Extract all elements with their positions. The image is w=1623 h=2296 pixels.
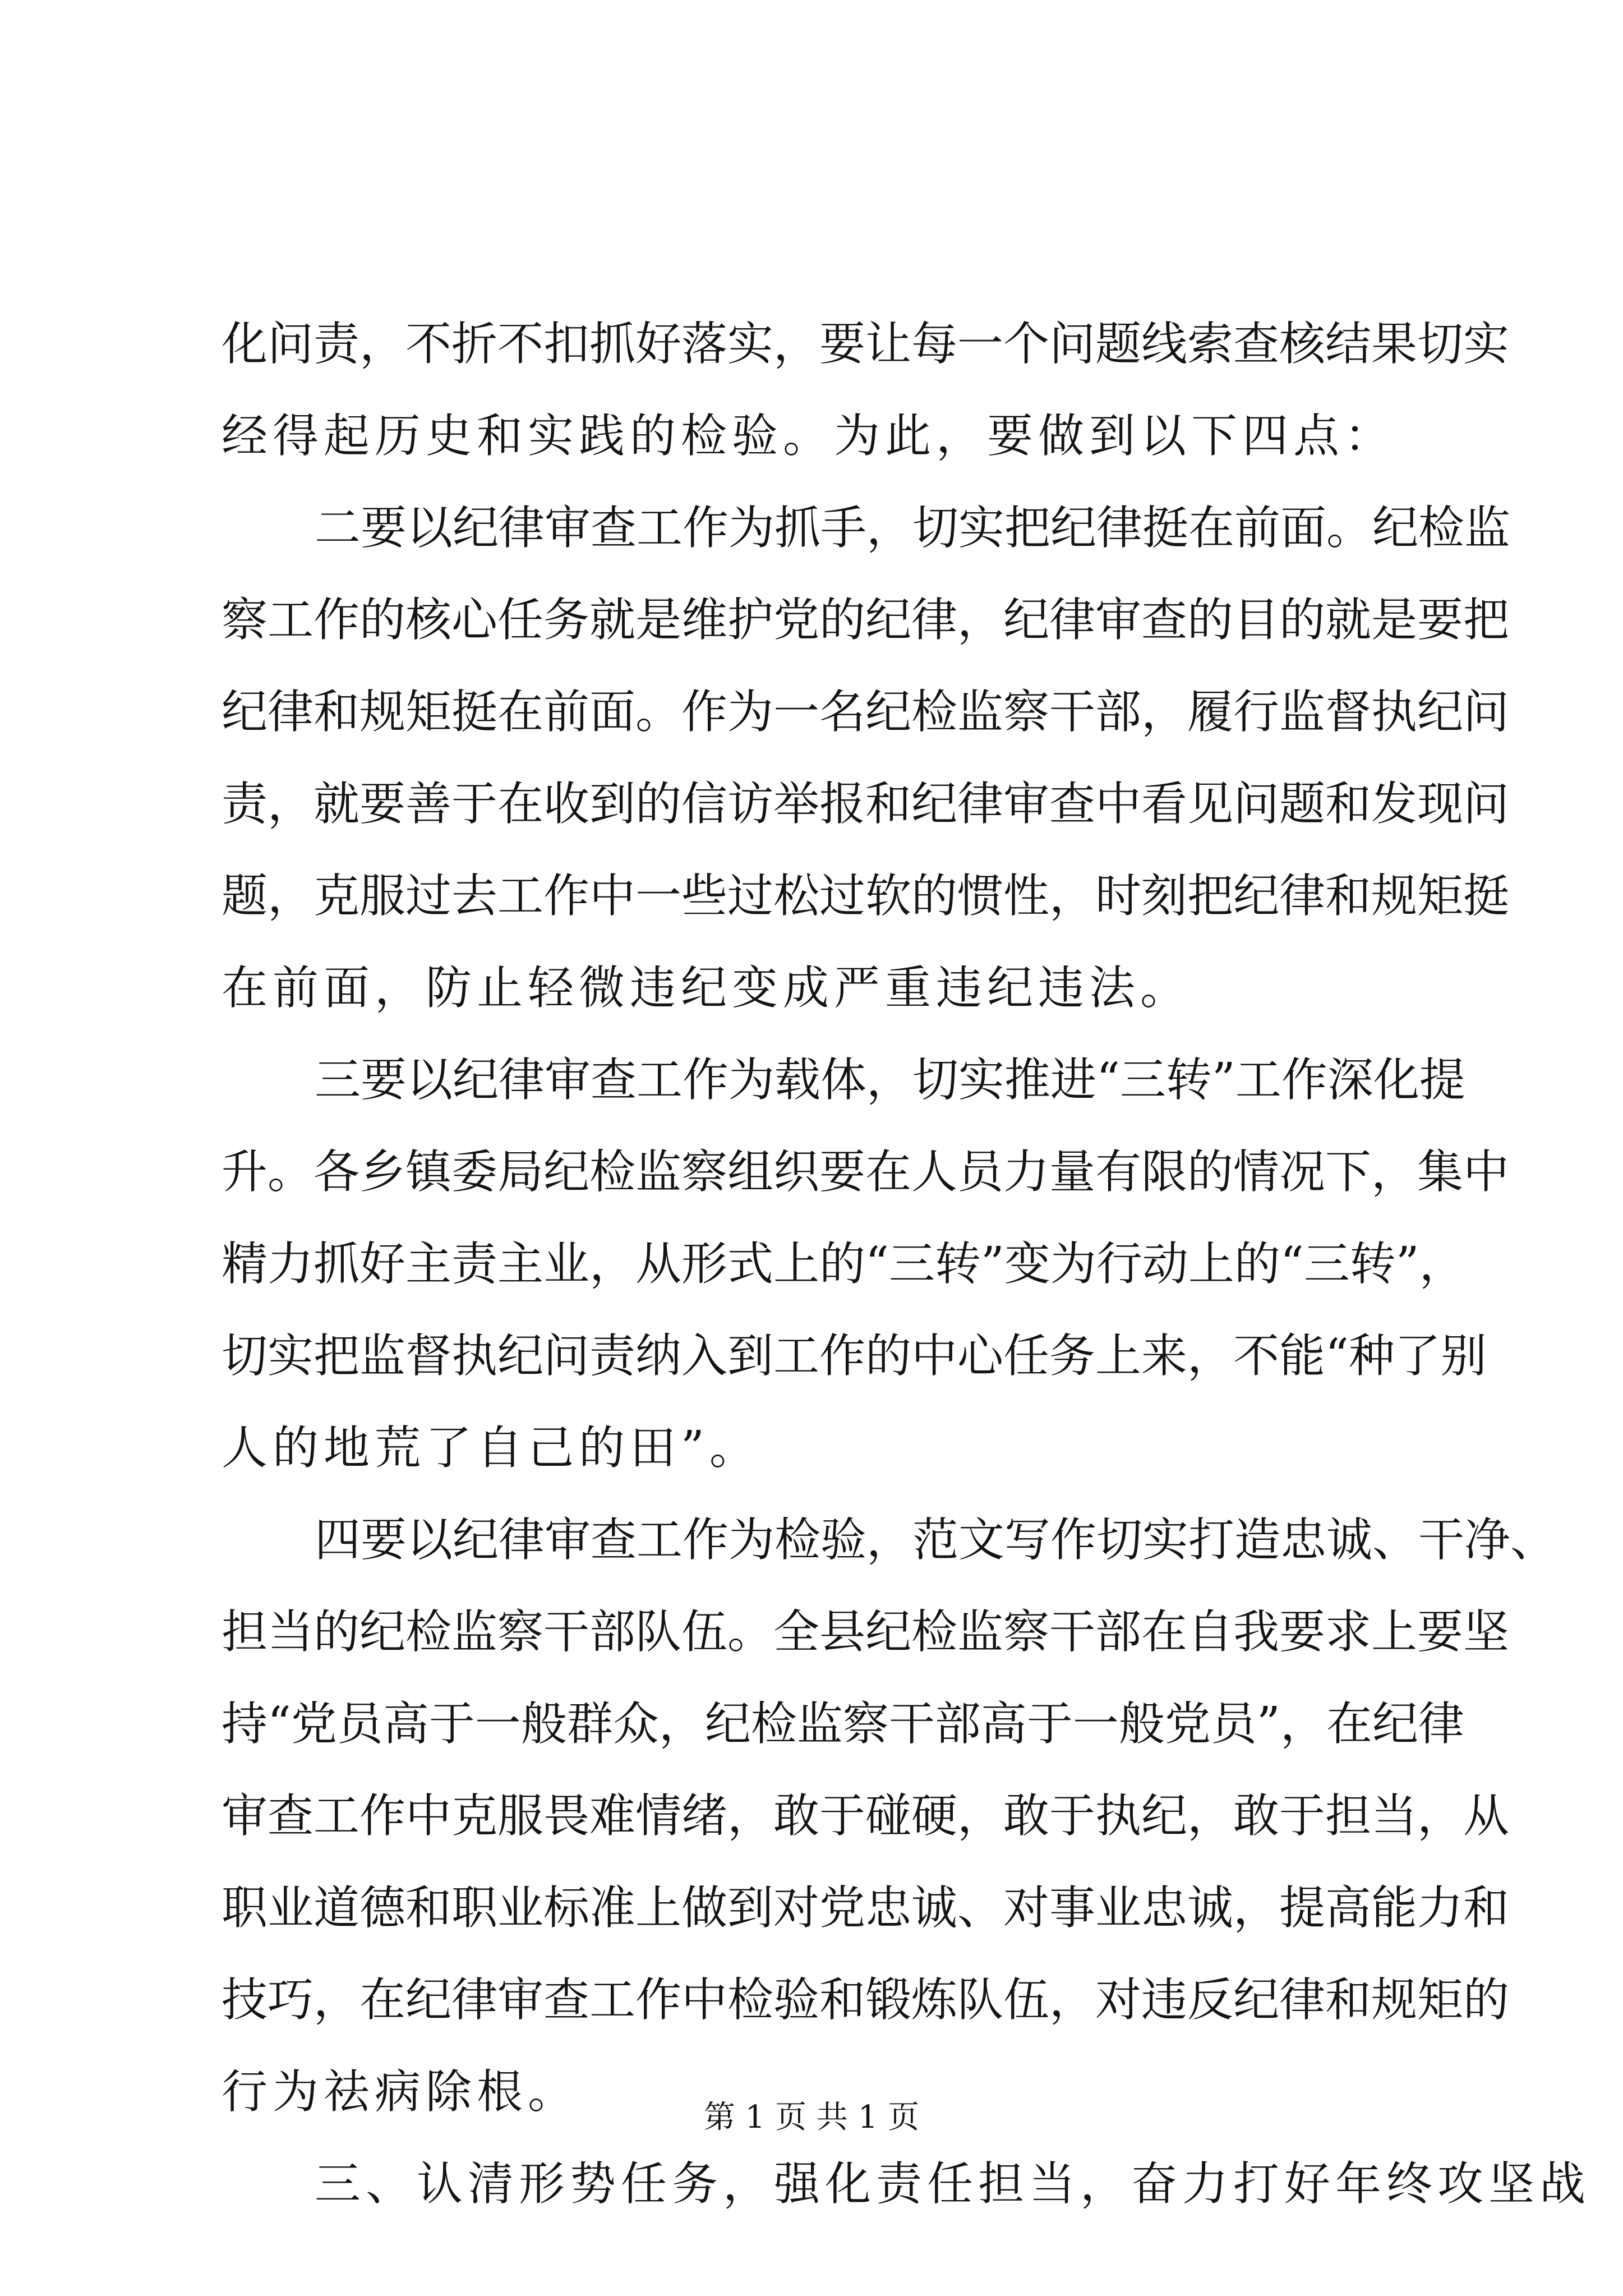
section-heading: 三、认清形势任务，强化责任担当，奋力打好年终攻坚战: [315, 2157, 1591, 2211]
text-line-1: 化问责，不折不扣抓好落实，要让每一个问题线索查核结果切实: [222, 318, 1510, 371]
text-line-5: 纪律和规矩挺在前面。作为一名纪检监察干部，履行监督执纪问: [222, 685, 1510, 739]
text-line-20: 行为祛病除根。: [222, 2065, 579, 2119]
text-line-15: 担当的纪检监察干部队伍。全县纪检监察干部在自我要求上要坚: [222, 1605, 1510, 1659]
paragraph-4-start: 四要以纪律审查工作为检验，范文写作切实打造忠诚、干净、: [315, 1513, 1557, 1567]
text-line-16: 持“党员高于一般群众，纪检监察干部高于一般党员”，在纪律: [222, 1697, 1464, 1751]
document-body: [222, 298, 1591, 2230]
text-line-7: 题，克服过去工作中一些过松过软的惯性，时刻把纪律和规矩挺: [222, 869, 1510, 923]
text-line-11: 精力抓好主责主业，从形式上的“三转”变为行动上的“三转”，: [222, 1237, 1465, 1291]
text-line-18: 职业道德和职业标准上做到对党忠诚、对事业忠诚，提高能力和: [222, 1881, 1510, 1935]
paragraph-2-start: 二要以纪律审查工作为抓手，切实把纪律挺在前面。纪检监: [315, 501, 1511, 555]
text-line-10: 升。各乡镇委局纪检监察组织要在人员力量有限的情况下，集中: [222, 1145, 1510, 1199]
text-line-19: 技巧，在纪律审查工作中检验和锻炼队伍，对违反纪律和规矩的: [222, 1973, 1510, 2027]
paragraph-3-start: 三要以纪律审查工作为载体，切实推进“三转”工作深化提: [315, 1053, 1465, 1107]
text-line-12: 切实把监督执纪问责纳入到工作的中心任务上来，不能“种了别: [222, 1329, 1487, 1383]
text-line-13: 人的地荒了自己的田”。: [222, 1421, 760, 1475]
text-line-17: 审查工作中克服畏难情绪，敢于碰硬，敢于执纪，敢于担当，从: [222, 1789, 1510, 1843]
text-line-2: 经得起历史和实践的检验。为此，要做到以下四点：: [222, 409, 1396, 463]
text-line-8: 在前面，防止轻微违纪变成严重违纪违法。: [222, 961, 1192, 1015]
text-line-4: 察工作的核心任务就是维护党的纪律，纪律审查的目的就是要把: [222, 593, 1510, 647]
page-number-footer: 第 1 页 共 1 页: [703, 2099, 920, 2136]
text-line-6: 责，就要善于在收到的信访举报和纪律审查中看见问题和发现问: [222, 777, 1510, 831]
